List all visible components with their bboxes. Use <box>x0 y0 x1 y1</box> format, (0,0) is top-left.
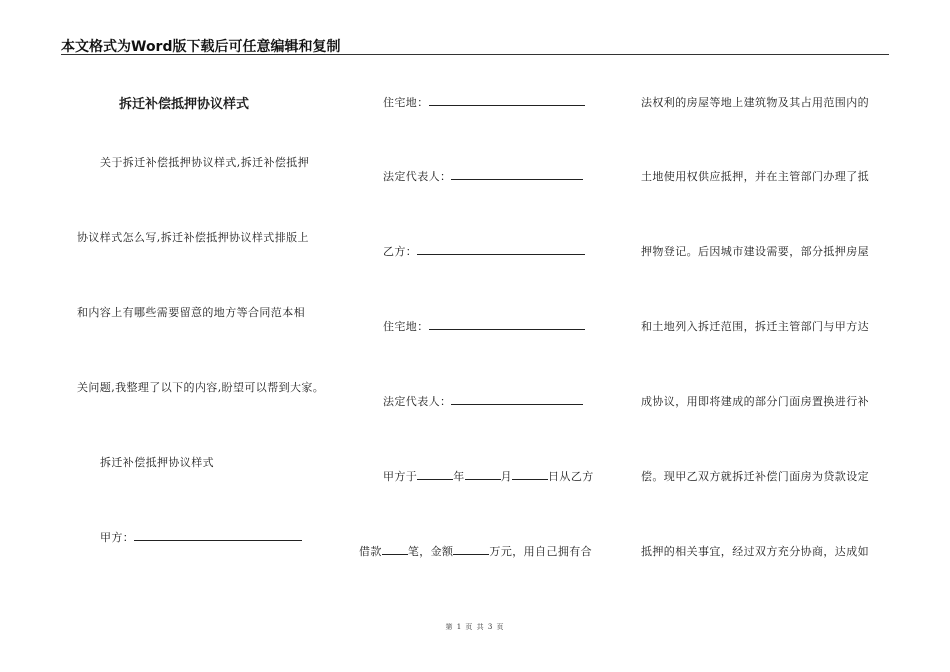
address-label-2: 住宅地： <box>383 320 429 333</box>
address-blank-1 <box>429 94 585 106</box>
party-a-blank <box>134 529 302 541</box>
rep-label-2: 法定代表人： <box>383 395 452 408</box>
address-field-2 <box>383 318 585 334</box>
date-line <box>383 468 594 484</box>
body-line-3: 押物登记。后因城市建设需要，部分抵押房屋 <box>641 245 869 258</box>
intro-line-4: 关问题,我整理了以下的内容,盼望可以帮到大家。 <box>77 381 325 394</box>
party-b-blank <box>417 243 585 255</box>
header-divider <box>61 54 889 55</box>
day-blank <box>512 468 548 480</box>
body-line-4: 和土地列入拆迁范围，拆迁主管部门与甲方达 <box>641 320 869 333</box>
party-a-field <box>100 529 302 545</box>
document-header: 本文格式为Word版下载后可任意编辑和复制 <box>61 39 341 55</box>
intro-line-1: 关于拆迁补偿抵押协议样式,拆迁补偿抵押 <box>100 156 310 169</box>
loan-line <box>359 543 592 559</box>
rep-field-2 <box>383 393 583 409</box>
body-line-6: 偿。现甲乙双方就拆迁补偿门面房为贷款设定 <box>641 470 869 483</box>
rep-blank-2 <box>451 393 583 405</box>
intro-line-3: 和内容上有哪些需要留意的地方等合同范本相 <box>77 306 305 319</box>
loan-amount-blank <box>453 543 489 555</box>
loan-text-3: 万元，用自己拥有合 <box>489 545 593 558</box>
address-label-1: 住宅地： <box>383 96 429 109</box>
party-b-label: 乙方： <box>383 245 418 258</box>
date-text-1: 甲方于 <box>383 470 418 483</box>
date-text-3: 月 <box>500 470 513 483</box>
year-blank <box>417 468 453 480</box>
page-number: 第 1 页 共 3 页 <box>445 623 505 631</box>
body-line-1: 法权利的房屋等地上建筑物及其占用范围内的 <box>641 96 869 109</box>
document-title: 拆迁补偿抵押协议样式 <box>119 97 250 112</box>
body-line-7: 抵押的相关事宜，经过双方充分协商，达成如 <box>641 545 869 558</box>
loan-count-blank <box>382 543 408 555</box>
body-line-5: 成协议，用即将建成的部分门面房置换进行补 <box>641 395 869 408</box>
rep-field-1 <box>383 168 583 184</box>
address-field-1 <box>383 94 585 110</box>
address-blank-2 <box>429 318 585 330</box>
rep-label-1: 法定代表人： <box>383 170 452 183</box>
party-b-field <box>383 243 585 259</box>
date-text-2: 年 <box>453 470 465 483</box>
loan-text-2: 笔，金额 <box>407 545 454 558</box>
section-heading: 拆迁补偿抵押协议样式 <box>100 456 214 469</box>
party-a-label: 甲方： <box>100 531 135 544</box>
loan-text-1: 借款 <box>359 545 382 558</box>
date-text-4: 日从乙方 <box>548 470 594 483</box>
body-line-2: 土地使用权供应抵押，并在主管部门办理了抵 <box>641 170 869 183</box>
intro-line-2: 协议样式怎么写,拆迁补偿抵押协议样式排版上 <box>77 231 309 244</box>
month-blank <box>465 468 501 480</box>
rep-blank-1 <box>451 168 583 180</box>
